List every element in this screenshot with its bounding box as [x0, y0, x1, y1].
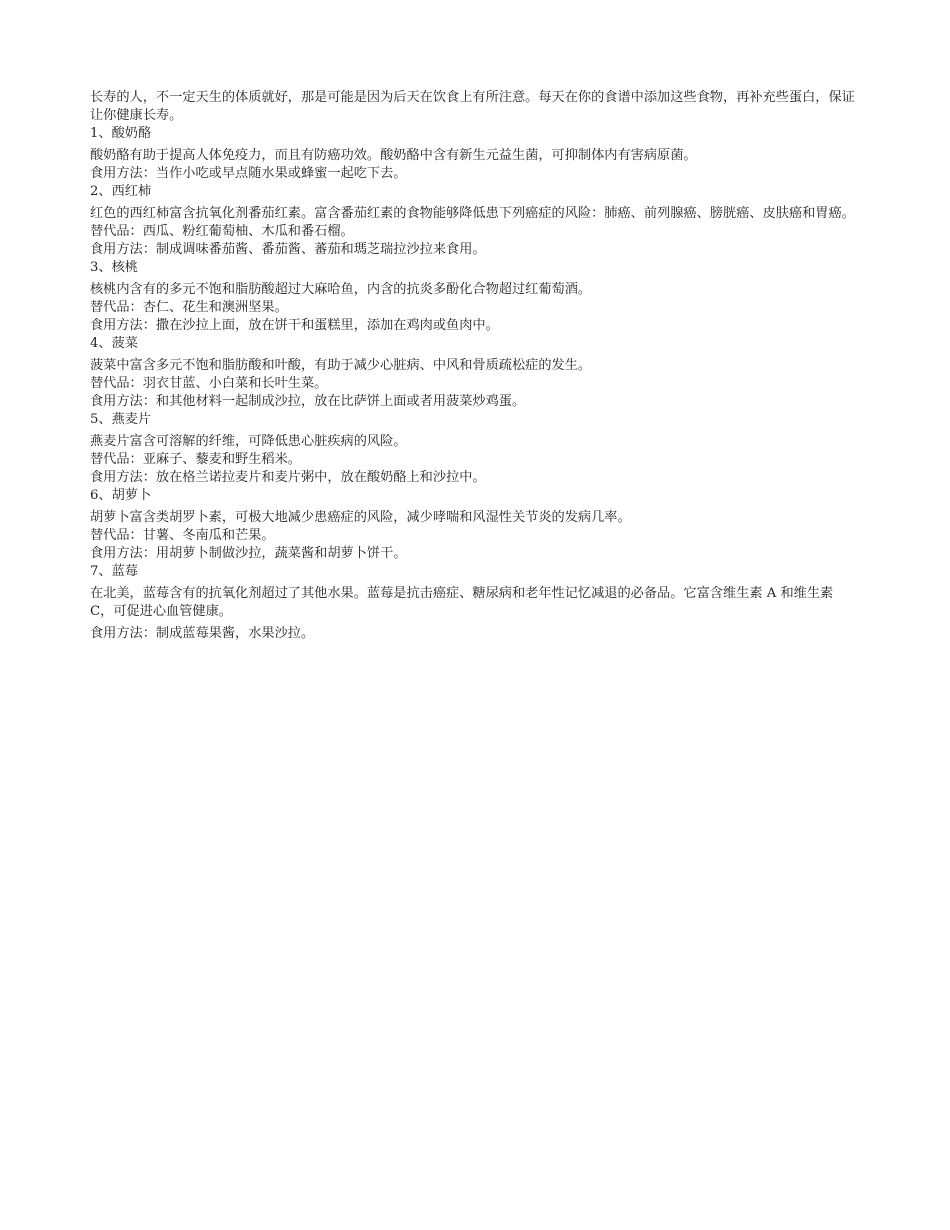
section-substitute: 替代品：羽衣甘蓝、小白菜和长叶生菜。 [90, 376, 328, 391]
section-method: 食用方法：制成调味番茄酱、番茄酱、蕃茄和瑪芝瑞拉沙拉来食用。 [90, 242, 486, 257]
section-description: 酸奶酪有助于提高人体免疫力，而且有防癌功效。酸奶酪中含有新生元益生菌，可抑制体内有害病原菌。 [90, 148, 697, 163]
section-description: 在北美，蓝莓含有的抗氧化剂超过了其他水果。蓝莓是抗击癌症、糖尿病和老年性记忆减退的必备品。它富含维生素 A 和维生素 C，可促进心血管健康。 [90, 586, 834, 619]
section-method: 食用方法：放在格兰诺拉麦片和麦片粥中，放在酸奶酪上和沙拉中。 [90, 470, 486, 485]
section-description: 核桃内含有的多元不饱和脂肪酸超过大麻哈鱼，内含的抗炎多酚化合物超过红葡萄酒。 [90, 282, 592, 297]
section-method: 食用方法：和其他材料一起制成沙拉，放在比萨饼上面或者用菠菜炒鸡蛋。 [90, 394, 526, 409]
section-heading: 7、蓝莓 [90, 564, 138, 579]
section-tomato [90, 183, 860, 259]
section-yogurt [90, 125, 860, 183]
section-substitute: 替代品：亚麻子、藜麦和野生稻米。 [90, 452, 301, 467]
section-method: 食用方法：制成蓝莓果酱，水果沙拉。 [90, 626, 315, 641]
section-description: 胡萝卜富含类胡罗卜素，可极大地减少患癌症的风险，减少哮喘和风湿性关节炎的发病几率。 [90, 510, 631, 525]
section-description: 菠菜中富含多元不饱和脂肪酸和叶酸，有助于减少心脏病、中风和骨质疏松症的发生。 [90, 358, 592, 373]
section-heading: 1、酸奶酪 [90, 126, 152, 141]
section-walnut [90, 259, 860, 335]
section-method: 食用方法：用胡萝卜制做沙拉，蔬菜酱和胡萝卜饼干。 [90, 546, 407, 561]
section-substitute: 替代品：甘薯、冬南瓜和芒果。 [90, 528, 275, 543]
section-description: 红色的西红柿富含抗氧化剂番茄红素。富含番茄红素的食物能够降低患下列癌症的风险：肺癌、前列腺癌、膀胱癌、皮肤癌和胃癌。 [90, 206, 855, 221]
section-heading: 2、西红柿 [90, 184, 152, 199]
section-oatmeal [90, 411, 860, 487]
section-heading: 6、胡萝卜 [90, 488, 152, 503]
section-heading: 4、菠菜 [90, 336, 138, 351]
intro-paragraph: 长寿的人，不一定天生的体质就好，那是可能是因为后天在饮食上有所注意。每天在你的食谱中添加这些食物，再补充些蛋白，保证让你健康长寿。 [90, 90, 855, 123]
section-heading: 3、核桃 [90, 260, 138, 275]
section-substitute: 替代品：西瓜、粉红葡萄柚、木瓜和番石榴。 [90, 224, 354, 239]
section-method: 食用方法：当作小吃或早点随水果或蜂蜜一起吃下去。 [90, 166, 407, 181]
section-heading: 5、燕麦片 [90, 412, 152, 427]
section-blueberry [90, 563, 860, 643]
section-method: 食用方法：撒在沙拉上面，放在饼干和蛋糕里，添加在鸡肉或鱼肉中。 [90, 318, 499, 333]
section-description: 燕麦片富含可溶解的纤维，可降低患心脏疾病的风险。 [90, 434, 407, 449]
section-substitute: 替代品：杏仁、花生和澳洲坚果。 [90, 300, 288, 315]
document-body [90, 89, 860, 643]
section-carrot [90, 487, 860, 563]
section-spinach [90, 335, 860, 411]
